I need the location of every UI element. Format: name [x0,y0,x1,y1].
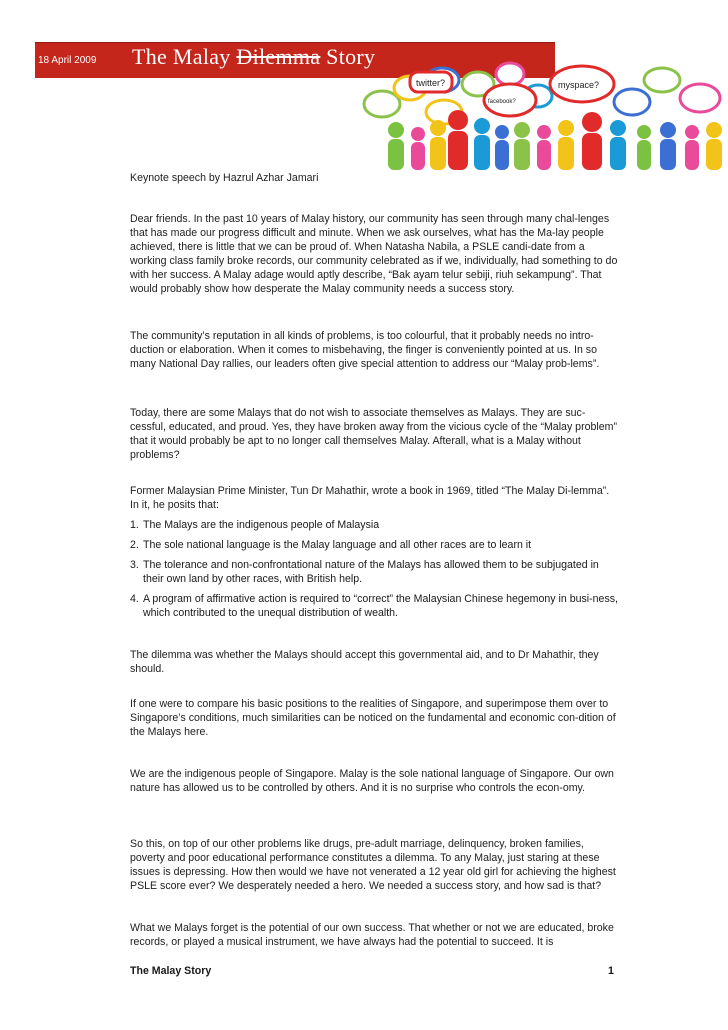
paragraph-7: We are the indigenous people of Singapore. Malay is the sole national language of Singapore. Our own nature has allowed us to be controlled by others. And it is no surprise who controls the econ-omy. [130,768,614,794]
list-number: 4. [130,593,139,605]
list-text: The tolerance and non-confrontational nature of the Malays has allowed them to be subjugated in their own land by other races, with British help. [143,559,599,585]
figure-pink [411,127,425,170]
paragraph-3: Today, there are some Malays that do not wish to associate themselves as Malays. They are suc-cessful, educated, and proud. Yes, they have broken away from the vicious cycle of the “Malay problem” that it would probably be apt to no longer call themselves Malay. Afterall, what is a Malay without problems? [130,407,617,461]
list-item [130,558,620,586]
paragraph-2: The community’s reputation in all kinds of problems, is too colourful, that it probably needs no intro-duction or elaboration. When it comes to misbehaving, the finger is conveniently pointed at us. In so many National Day rallies, our leaders often give special attention to address our “Malay prob-lems”. [130,330,600,370]
figure-green-far-right [637,125,651,170]
list-text: A program of affirmative action is required to “correct” the Malaysian Chinese hegemony in busi-ness, which contributed to the unequal distribution of wealth. [143,593,618,619]
list-item [130,518,620,532]
paragraph-4: Former Malaysian Prime Minister, Tun Dr Mahathir, wrote a book in 1969, titled “The Malay Di-lemma”. In it, he posits that: [130,485,610,511]
paragraph-8: So this, on top of our other problems like drugs, pre-adult marriage, delinquency, broken families, poverty and poor educational performance constitutes a dilemma. To any Malay, just staring at these issues is depressing. How then would we have not venerated a 12 year old girl for achieving the highest PSLE score ever? We desperately needed a hero. We needed a success story, and how sad is that? [130,838,616,892]
list-item [130,592,620,620]
bubble-label-facebook: facebook? [488,99,516,105]
title-suffix: Story [320,44,376,69]
title-prefix: The Malay [132,44,237,69]
list-text: The Malays are the indigenous people of Malaysia [143,519,380,531]
figure-darkblue [495,125,509,170]
paragraph-6: If one were to compare his basic positions to the realities of Singapore, and superimpose them over to Singapore’s conditions, much similarities can be noticed on the fundamental and economic con-dition of the Malays here. [130,698,616,738]
byline: Keynote speech by Hazrul Azhar Jamari [130,172,319,184]
figure-green-right [514,122,530,170]
paragraph-1: Dear friends. In the past 10 years of Malay history, our community has seen through many chal-lenges that has made our progress difficult and minute. When we ask ourselves, what has the Ma-lay people achieved, there is little that we can be proud of. When Natasha Nabila, a PSLE candi-date from a working class family broke records, our community celebrated as if we, individually, had something to do with her success. A Malay adage would aptly describe, “Bak ayam telur sebiji, riuh sekampung”. That would probably show how desperate the Malay community needs a success story. [130,213,618,295]
page-title [132,44,375,70]
mahathir-positions-list [130,518,620,626]
figure-pink-far-right [685,125,699,170]
title-struck-word: Dilemma [236,44,321,69]
bubble-label-myspace: myspace? [558,80,600,90]
paragraph-9: What we Malays forget is the potential of our own success. That whether or not we are educated, broke records, or played a musical instrument, we have always had the potential to succeed. It is [130,922,614,948]
figure-pink-right [537,125,551,170]
social-media-people-illustration [360,44,728,170]
bubble-label-twitter: twitter? [416,78,446,88]
speech-bubbles [364,63,720,124]
list-text: The sole national language is the Malay language and all other races are to learn it [143,539,532,551]
header-date: 18 April 2009 [38,55,97,66]
list-number: 2. [130,539,139,551]
list-number: 1. [130,519,139,531]
list-item [130,538,620,552]
figure-green-left [388,122,404,170]
figure-blue [474,118,490,170]
figure-darkblue-far-right [660,122,676,170]
page-number: 1 [608,965,614,977]
paragraph-5: The dilemma was whether the Malays should accept this governmental aid, and to Dr Mahathir, they should. [130,649,599,675]
footer-title: The Malay Story [130,965,212,977]
figure-yellow-far-right [706,122,722,170]
figure-yellow [430,120,446,170]
figure-yellow-right [558,120,574,170]
figure-red-right [582,112,602,170]
figure-red-center [448,110,468,170]
list-number: 3. [130,559,139,571]
figure-blue-right [610,120,626,170]
